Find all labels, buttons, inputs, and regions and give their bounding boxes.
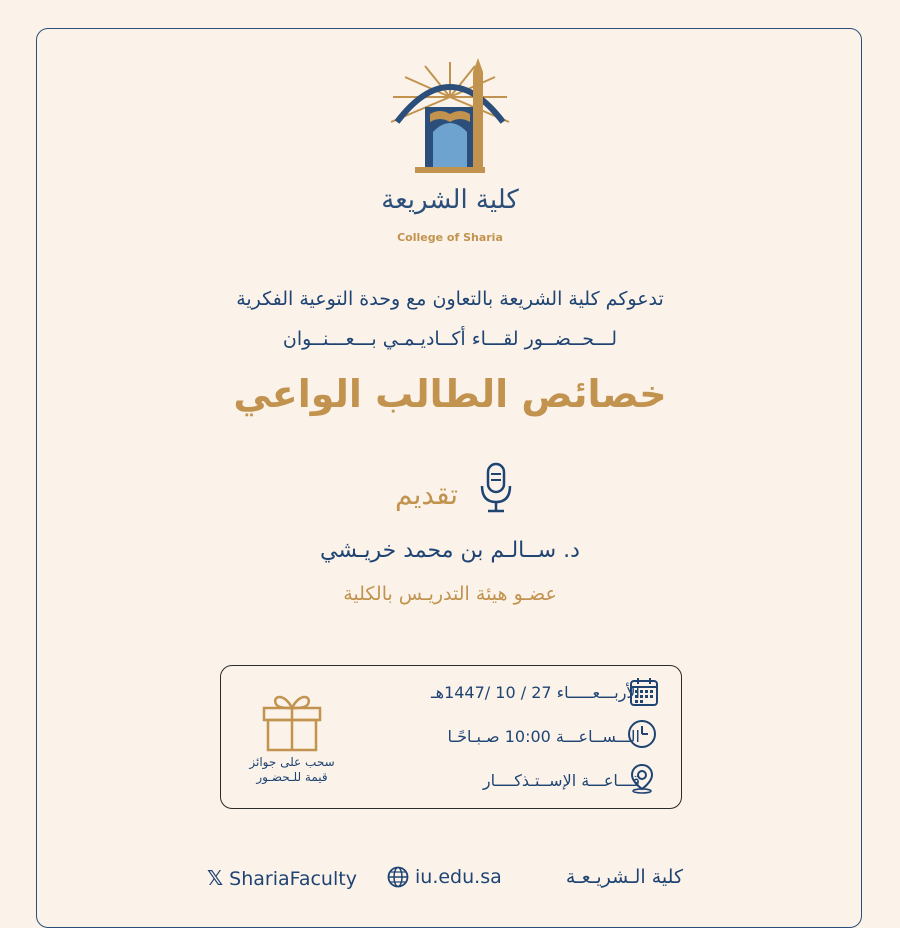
invitation-line-2: لـــحــضــور لقـــاء أكــاديـمـي بـــعـــنــوان: [282, 328, 618, 350]
x-logo-icon: 𝕏: [207, 866, 224, 890]
globe-icon: [387, 866, 409, 888]
website-link[interactable]: [387, 866, 502, 888]
prize-line-2: قيمة للـحضـور: [256, 770, 328, 784]
logo-arabic-name: كلية الشريعة: [381, 185, 519, 215]
event-date: الأربـــعـــــاء 27 / 10 /1447هـ: [430, 683, 640, 702]
event-time: الـــســاعـــة 10:00 صـبـاحًـا: [447, 727, 640, 746]
twitter-handle[interactable]: [207, 866, 357, 890]
gift-icon: [258, 686, 326, 754]
website-text: iu.edu.sa: [415, 866, 502, 888]
invitation-line-1: تدعوكم كلية الشريعة بالتعاون مع وحدة التوعية الفكرية: [236, 288, 664, 310]
footer-college-name: كلية الـشريـعـة: [565, 866, 683, 888]
twitter-handle-text: ShariaFaculty: [229, 868, 357, 890]
speaker-name: د. ســالـم بن محمد خريـشي: [320, 538, 580, 563]
prize-text: [232, 755, 352, 785]
prize-line-1: سحب على جوائز: [249, 755, 335, 769]
presenter-label: تقديم: [395, 478, 459, 511]
logo-english-name: College of Sharia: [397, 231, 503, 244]
event-location: قـــاعـــة الإســتـذكــــار: [482, 771, 640, 790]
microphone-icon: [478, 462, 514, 514]
college-logo-emblem: [385, 52, 515, 302]
event-title: خصائص الطالب الواعي: [233, 372, 667, 416]
speaker-role: عضـو هيئة التدريـس بالكلية: [343, 583, 557, 605]
